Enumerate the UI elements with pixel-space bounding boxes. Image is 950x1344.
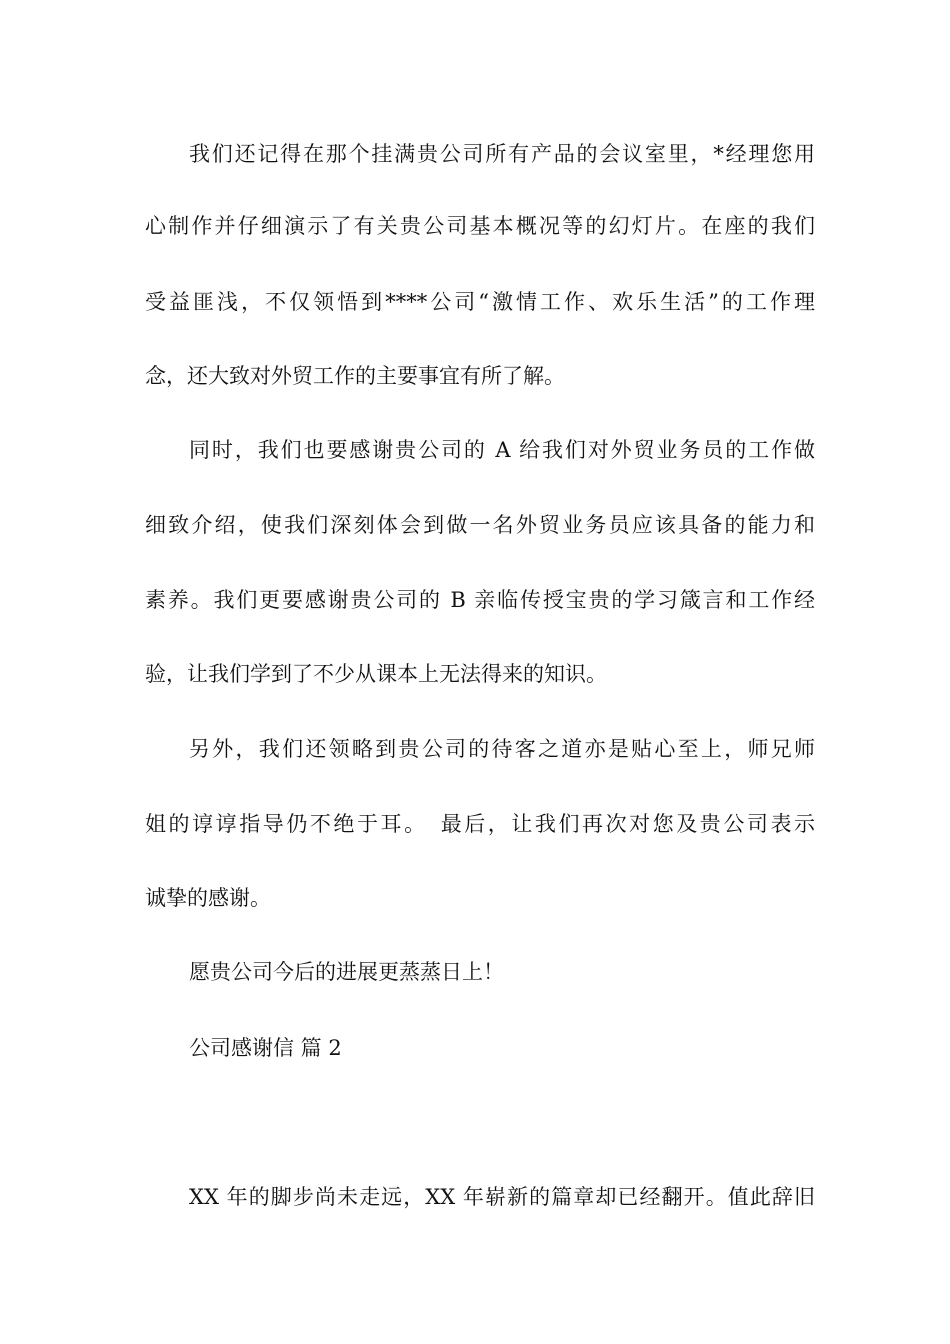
section-heading: 公司感谢信 篇 2 (189, 1036, 342, 1060)
paragraph-2-line-1: 同时，我们也要感谢贵公司的 A 给我们对外贸业务员的工作做 (189, 438, 815, 462)
paragraph-3-line-2: 姐的谆谆指导仍不绝于耳。 最后，让我们再次对您及贵公司表示 (145, 812, 815, 836)
paragraph-3-line-1: 另外，我们还领略到贵公司的待客之道亦是贴心至上，师兄师 (189, 737, 815, 761)
paragraph-2-line-2: 细致介绍，使我们深刻体会到做一名外贸业务员应该具备的能力和 (145, 513, 815, 537)
paragraph-1-line-3: 受益匪浅，不仅领悟到****公司“激情工作、欢乐生活”的工作理 (145, 290, 815, 314)
paragraph-1-line-1: 我们还记得在那个挂满贵公司所有产品的会议室里，*经理您用 (189, 142, 815, 166)
paragraph-2-line-3: 素养。我们更要感谢贵公司的 B 亲临传授宝贵的学习箴言和工作经 (145, 588, 815, 612)
paragraph-3-line-3: 诚挚的感谢。 (145, 886, 271, 910)
paragraph-2-line-4: 验，让我们学到了不少从课本上无法得来的知识。 (145, 662, 607, 686)
paragraph-1-line-4: 念，还大致对外贸工作的主要事宜有所了解。 (145, 364, 565, 388)
paragraph-4-line-1: 愿贵公司今后的进展更蒸蒸日上！ (189, 960, 504, 984)
paragraph-5-line-1: XX 年的脚步尚未走远，XX 年崭新的篇章却已经翻开。值此辞旧 (189, 1185, 815, 1209)
paragraph-1-line-2: 心制作并仔细演示了有关贵公司基本概况等的幻灯片。在座的我们 (145, 214, 815, 238)
